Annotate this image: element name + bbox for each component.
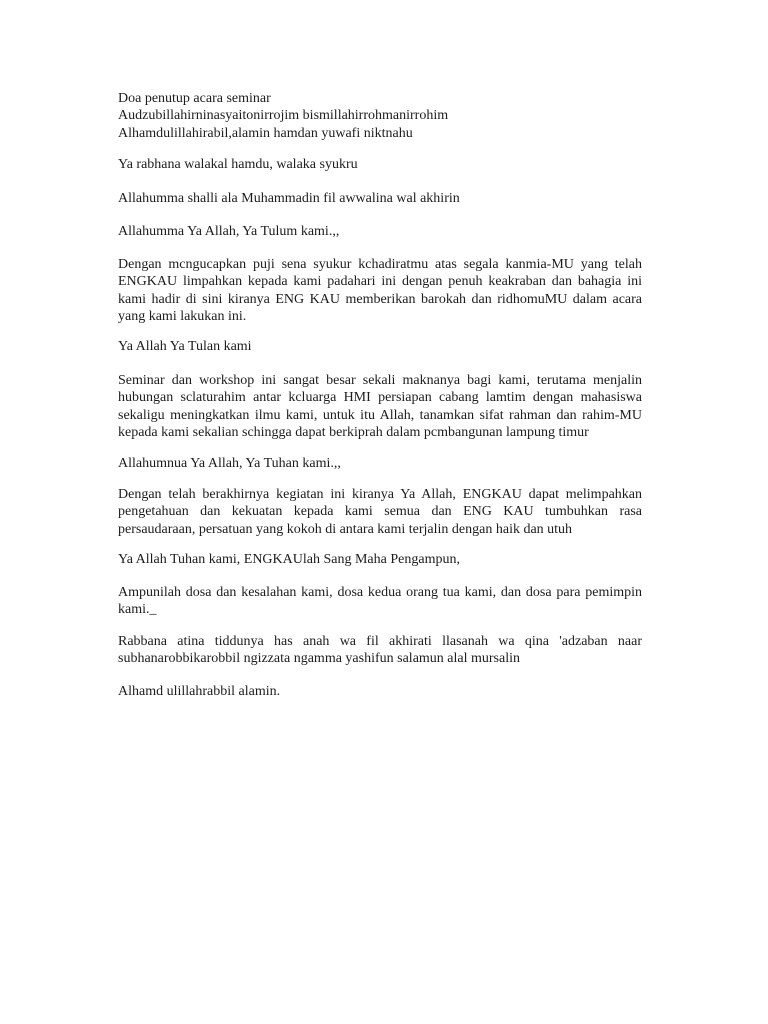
paragraph — [118, 223, 642, 240]
paragraph — [118, 633, 642, 668]
paragraph-text: Alhamd ulillahrabbil alamin. — [118, 684, 281, 699]
paragraph-text: Ya Allah Ya Tulan kami — [118, 339, 252, 354]
opening-line-hamdalah: Alhamdulillahirabil,alamin hamdan yuwafi niktnahu — [118, 125, 413, 141]
paragraph — [118, 256, 642, 326]
paragraph — [118, 338, 642, 355]
paragraph — [118, 551, 642, 568]
document-title: Doa penutup acara seminar — [118, 91, 271, 106]
paragraph — [118, 455, 642, 472]
paragraph-text: Seminar dan workshop ini sangat besar sekali maknanya bagi kami, terutama menjalin hubungan sclaturahim antar kcluarga HMI persiapan cabang lamtim dengan mahasiswa sekaligu meningkatkan ilmu kami, untuk itu Allah, tanamkan sifat rahman dan rahim-MU kepada kami sekalian schingga dapat berkiprah dalam pcmbangunan lampung timur — [118, 373, 642, 441]
paragraph-text: Allahumma Ya Allah, Ya Tulum kami.,, — [118, 224, 340, 239]
paragraph-text: Allahumnua Ya Allah, Ya Tuhan kami.,, — [118, 456, 341, 471]
paragraph-text: Ampunilah dosa dan kesalahan kami, dosa kedua orang tua kami, dan dosa para pemimpin kami._ — [118, 585, 642, 618]
paragraph — [118, 372, 642, 442]
paragraph-text: Dengan telah berakhirnya kegiatan ini kiranya Ya Allah, ENGKAU dapat melimpahkan pengetahuan dan kekuatan kepada kami semua dan ENG KAU tumbuhkan rasa persaudaraan, persatuan yang kokoh di antara kami terjalin dengan haik dan utuh — [118, 487, 642, 537]
paragraph-text: Ya Allah Tuhan kami, ENGKAUlah Sang Maha Pengampun, — [118, 552, 460, 567]
paragraph — [118, 156, 642, 173]
opening-line-ta-awwudz: Audzubillahirninasyaitonirrojim bismillahirrohmanirrohim — [118, 108, 449, 124]
paragraph — [118, 584, 642, 619]
paragraph-text: Rabbana atina tiddunya has anah wa fil akhirati llasanah wa qina 'adzaban naar subhanarobbikarobbil ngizzata ngamma yashifun salamun alal mursalin — [118, 634, 642, 667]
paragraph-text: Ya rabhana walakal hamdu, walaka syukru — [118, 157, 358, 172]
paragraph-text: Dengan mcngucapkan puji sena syukur kchadiratmu atas segala kanmia-MU yang telah ENGKAU limpahkan kepada kami padahari ini dengan penuh keakraban dan bahagia ini kami hadir di sini kiranya ENG KAU memberikan barokah dan ridhomuMU dalam acara yang kami lakukan ini. — [118, 257, 642, 325]
document-header — [118, 90, 642, 142]
paragraph — [118, 683, 642, 700]
paragraph-text: Allahumma shalli ala Muhammadin fil awwalina wal akhirin — [118, 191, 460, 206]
paragraph — [118, 190, 642, 207]
paragraph — [118, 486, 642, 538]
